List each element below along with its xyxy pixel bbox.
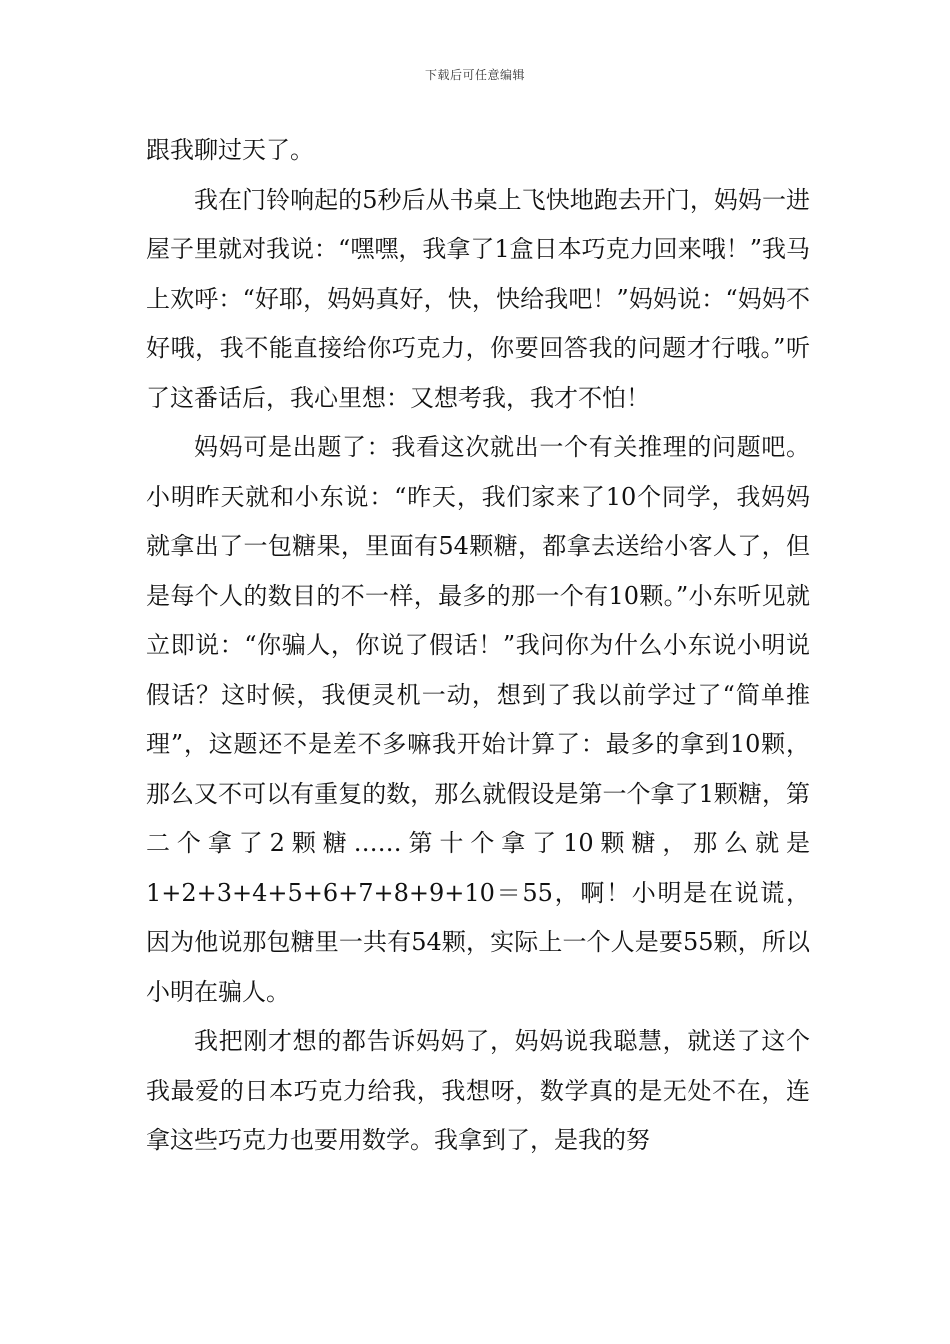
- document-body: [146, 126, 810, 1166]
- paragraph: 我在门铃响起的5秒后从书桌上飞快地跑去开门，妈妈一进屋子里就对我说：“嘿嘿，我拿了1盒日本巧克力回来哦！”我马上欢呼：“好耶，妈妈真好，快，快给我吧！”妈妈说：“妈妈不好哦，我不能直接给你巧克力，你要回答我的问题才行哦。”听了这番话后，我心里想：又想考我，我才不怕！: [146, 185, 810, 412]
- paragraph: 妈妈可是出题了：我看这次就出一个有关推理的问题吧。小明昨天就和小东说：“昨天，我们家来了10个同学，我妈妈就拿出了一包糖果，里面有54颗糖，都拿去送给小客人了，但是每个人的数目的不一样，最多的那一个有10颗。”小东听见就立即说：“你骗人，你说了假话！”我问你为什么小东说小明说假话？这时候，我便灵机一动，想到了我以前学过了“简单推理”，这题还不是差不多嘛我开始计算了：最多的拿到10颗，那么又不可以有重复的数，那么就假设是第一个拿了1颗糖，第二个拿了2颗糖……第十个拿了10颗糖，那么就是1+2+3+4+5+6+7+8+9+10＝55，啊！小明是在说谎，因为他说那包糖里一共有54颗，实际上一个人是要55颗，所以小明在骗人。: [146, 433, 810, 1006]
- paragraph: 我把刚才想的都告诉妈妈了，妈妈说我聪慧，就送了这个我最爱的日本巧克力给我，我想呀，数学真的是无处不在，连拿这些巧克力也要用数学。我拿到了，是我的努: [146, 1027, 810, 1154]
- page-header: 下载后可任意编辑: [424, 68, 525, 82]
- paragraph: 跟我聊过天了。: [146, 136, 314, 164]
